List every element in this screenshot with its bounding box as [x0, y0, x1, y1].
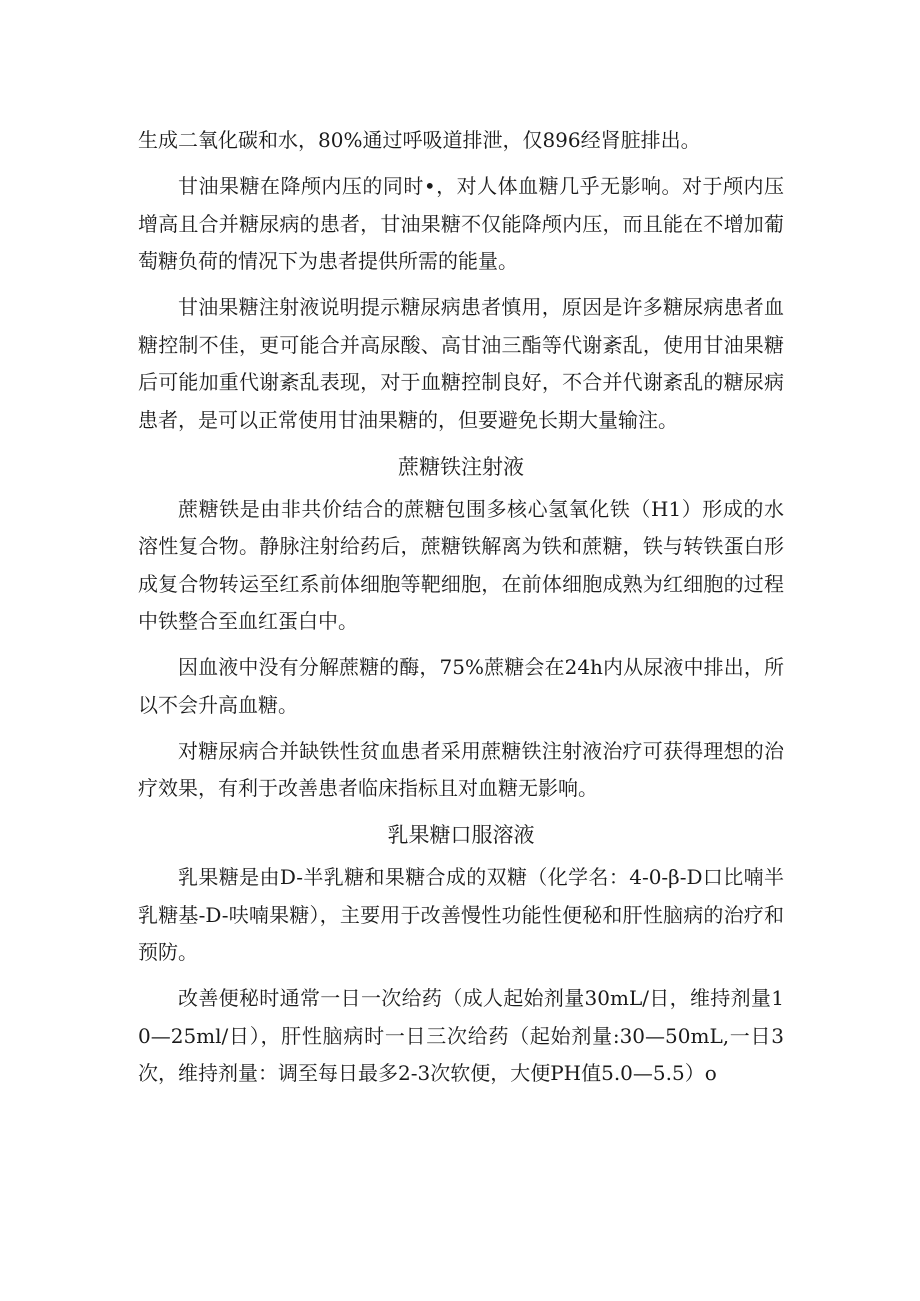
paragraph: 甘油果糖注射液说明提示糖尿病患者慎用，原因是许多糖尿病患者血糖控制不佳，更可能合并高尿酸、高甘油三酯等代谢紊乱，使用甘油果糖后可能加重代谢紊乱表现，对于血糖控制良好，不合并代谢紊乱的糖尿病患者，是可以正常使用甘油果糖的，但要避免长期大量输注。: [138, 295, 784, 432]
paragraph: 甘油果糖在降颅内压的同时•，对人体血糖几乎无影响。对于颅内压增高且合并糖尿病的患者，甘油果糖不仅能降颅内压，而且能在不增加葡萄糖负荷的情况下为患者提供所需的能量。: [138, 173, 784, 274]
paragraph: 蔗糖铁是由非共价结合的蔗糖包围多核心氢氧化铁（H1）形成的水溶性复合物。静脉注射给药后，蔗糖铁解离为铁和蔗糖，铁与转铁蛋白形成复合物转运至红系前体细胞等靶细胞，在前体细胞成熟为红细胞的过程中铁整合至血红蛋白中。: [138, 496, 784, 634]
section-heading: 乳果糖口服溶液: [387, 823, 535, 848]
paragraph: 因血液中没有分解蔗糖的酶，75%蔗糖会在24h内从尿液中排出，所以不会升高血糖。: [138, 655, 784, 717]
paragraph: 改善便秘时通常一日一次给药（成人起始剂量30mL/日，维持剂量10—25ml/日），肝性脑病时一日三次给药（起始剂量:30—50mL,一日3次，维持剂量：调至每日最多2-3次软便，大便PH值5.0—5.5）o: [138, 986, 784, 1086]
document-page: [138, 122, 784, 1093]
paragraph: 乳果糖是由D-半乳糖和果糖合成的双糖（化学名：4-0-β-D口比喃半乳糖基-D-呋喃果糖），主要用于改善慢性功能性便秘和肝性脑病的治疗和预防。: [138, 865, 784, 965]
section-heading: 蔗糖铁注射液: [398, 454, 524, 479]
paragraph: 对糖尿病合并缺铁性贫血患者采用蔗糖铁注射液治疗可获得理想的治疗效果，有利于改善患者临床指标且对血糖无影响。: [138, 738, 784, 801]
paragraph: 生成二氧化碳和水，80%通过呼吸道排泄，仅896经肾脏排出。: [138, 128, 701, 152]
